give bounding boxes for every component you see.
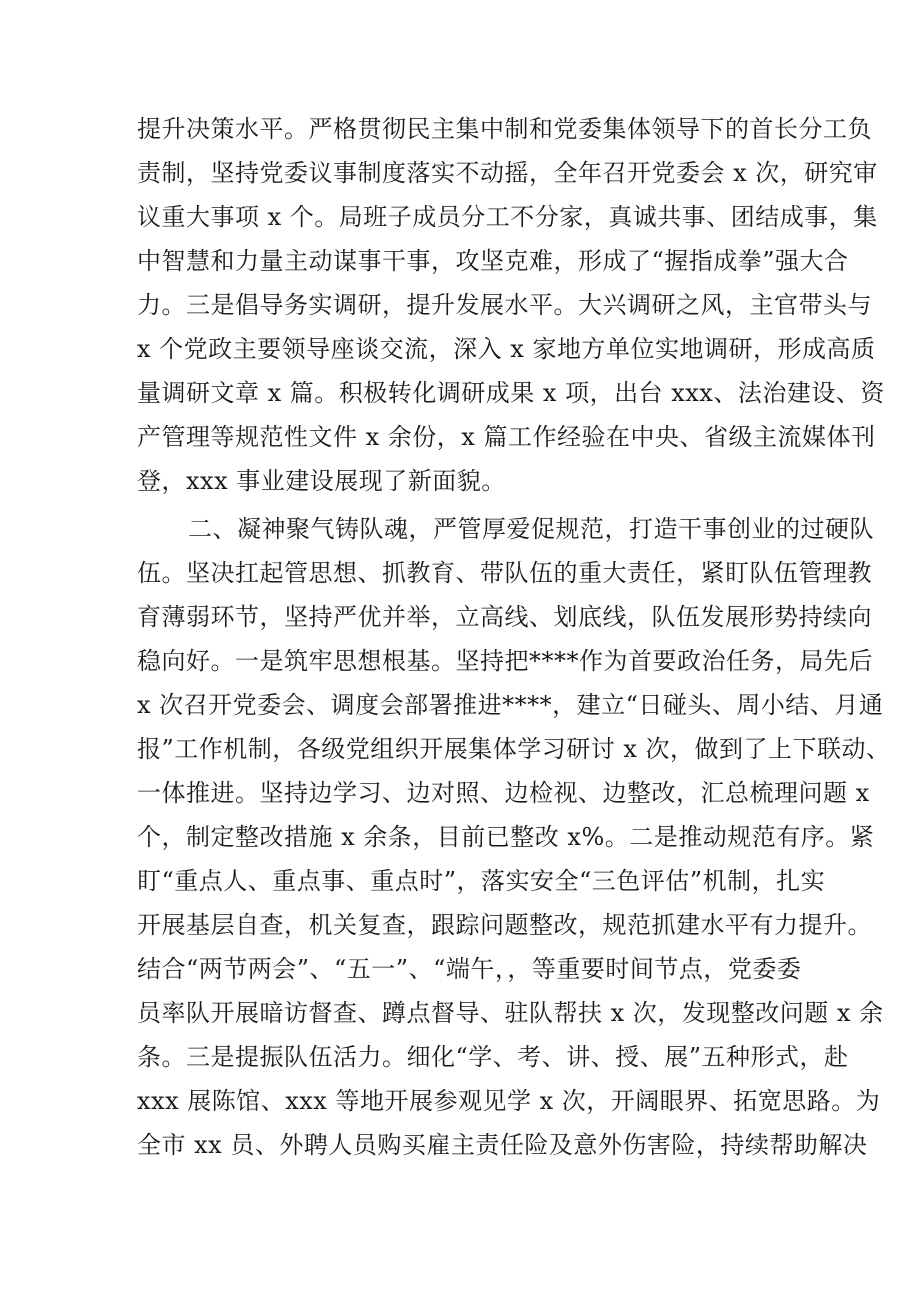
- text-line: 员率队开展暗访督查、蹲点督导、驻队帮扶 x 次，发现整改问题 x 余: [137, 999, 884, 1027]
- text-line: 育薄弱环节，坚持严优并举，立高线、划底线，队伍发展形势持续向: [137, 603, 872, 631]
- text-line: 议重大事项 x 个。局班子成员分工不分家，真诚共事、团结成事，集: [137, 203, 878, 231]
- text-line: 产管理等规范性文件 x 余份，x 篇工作经验在中央、省级主流媒体刊: [137, 423, 876, 451]
- text-line: 个，制定整改措施 x 余条，目前已整改 x%。二是推动规范有序。紧: [137, 823, 875, 851]
- section-heading-line: 二、凝神聚气铸队魂，严管厚爱促规范，打造干事创业的过硬队: [188, 515, 874, 543]
- text-line: 稳向好。一是筑牢思想根基。坚持把****作为首要政治任务，局先后: [137, 647, 873, 675]
- text-line: 报”工作机制，各级党组织开展集体学习研讨 x 次，做到了上下联动、: [137, 735, 891, 763]
- text-line: 力。三是倡导务实调研，提升发展水平。大兴调研之风，主官带头与: [137, 291, 872, 319]
- text-line: x 个党政主要领导座谈交流，深入 x 家地方单位实地调研，形成高质: [137, 335, 876, 363]
- text-line: 量调研文章 x 篇。积极转化调研成果 x 项，出台 xxx、法治建设、资: [137, 379, 885, 407]
- text-line: 伍。坚决扛起管思想、抓教育、带队伍的重大责任，紧盯队伍管理教: [137, 559, 872, 587]
- text-line: 开展基层自查，机关复查，跟踪问题整改，规范抓建水平有力提升。: [137, 911, 872, 939]
- text-line: 全市 xx 员、外聘人员购买雇主责任险及意外伤害险，持续帮助解决: [137, 1131, 868, 1159]
- text-line: xxx 展陈馆、xxx 等地开展参观见学 x 次，开阔眼界、拓宽思路。为: [137, 1087, 881, 1115]
- text-line: 提升决策水平。严格贯彻民主集中制和党委集体领导下的首长分工负: [137, 115, 872, 143]
- text-line: 盯“重点人、重点事、重点时”，落实安全“三色评估”机制，扎实: [137, 867, 826, 895]
- text-line: 登，xxx 事业建设展现了新面貌。: [137, 467, 506, 495]
- text-line: 中智慧和力量主动谋事干事，攻坚克难，形成了“握指成拳”强大合: [137, 247, 849, 275]
- text-line: 一体推进。坚持边学习、边对照、边检视、边整改，汇总梳理问题 x: [137, 779, 870, 807]
- text-line: 结合“两节两会”、“五一”、“端午，，等重要时间节点，党委委: [137, 955, 802, 983]
- text-line: 条。三是提振队伍活力。细化“学、考、讲、授、展”五种形式，赴: [137, 1043, 849, 1071]
- text-line: 责制，坚持党委议事制度落实不动摇，全年召开党委会 x 次，研究审: [137, 159, 878, 187]
- text-line: x 次召开党委会、调度会部署推进****，建立“日碰头、周小结、月通: [137, 691, 884, 719]
